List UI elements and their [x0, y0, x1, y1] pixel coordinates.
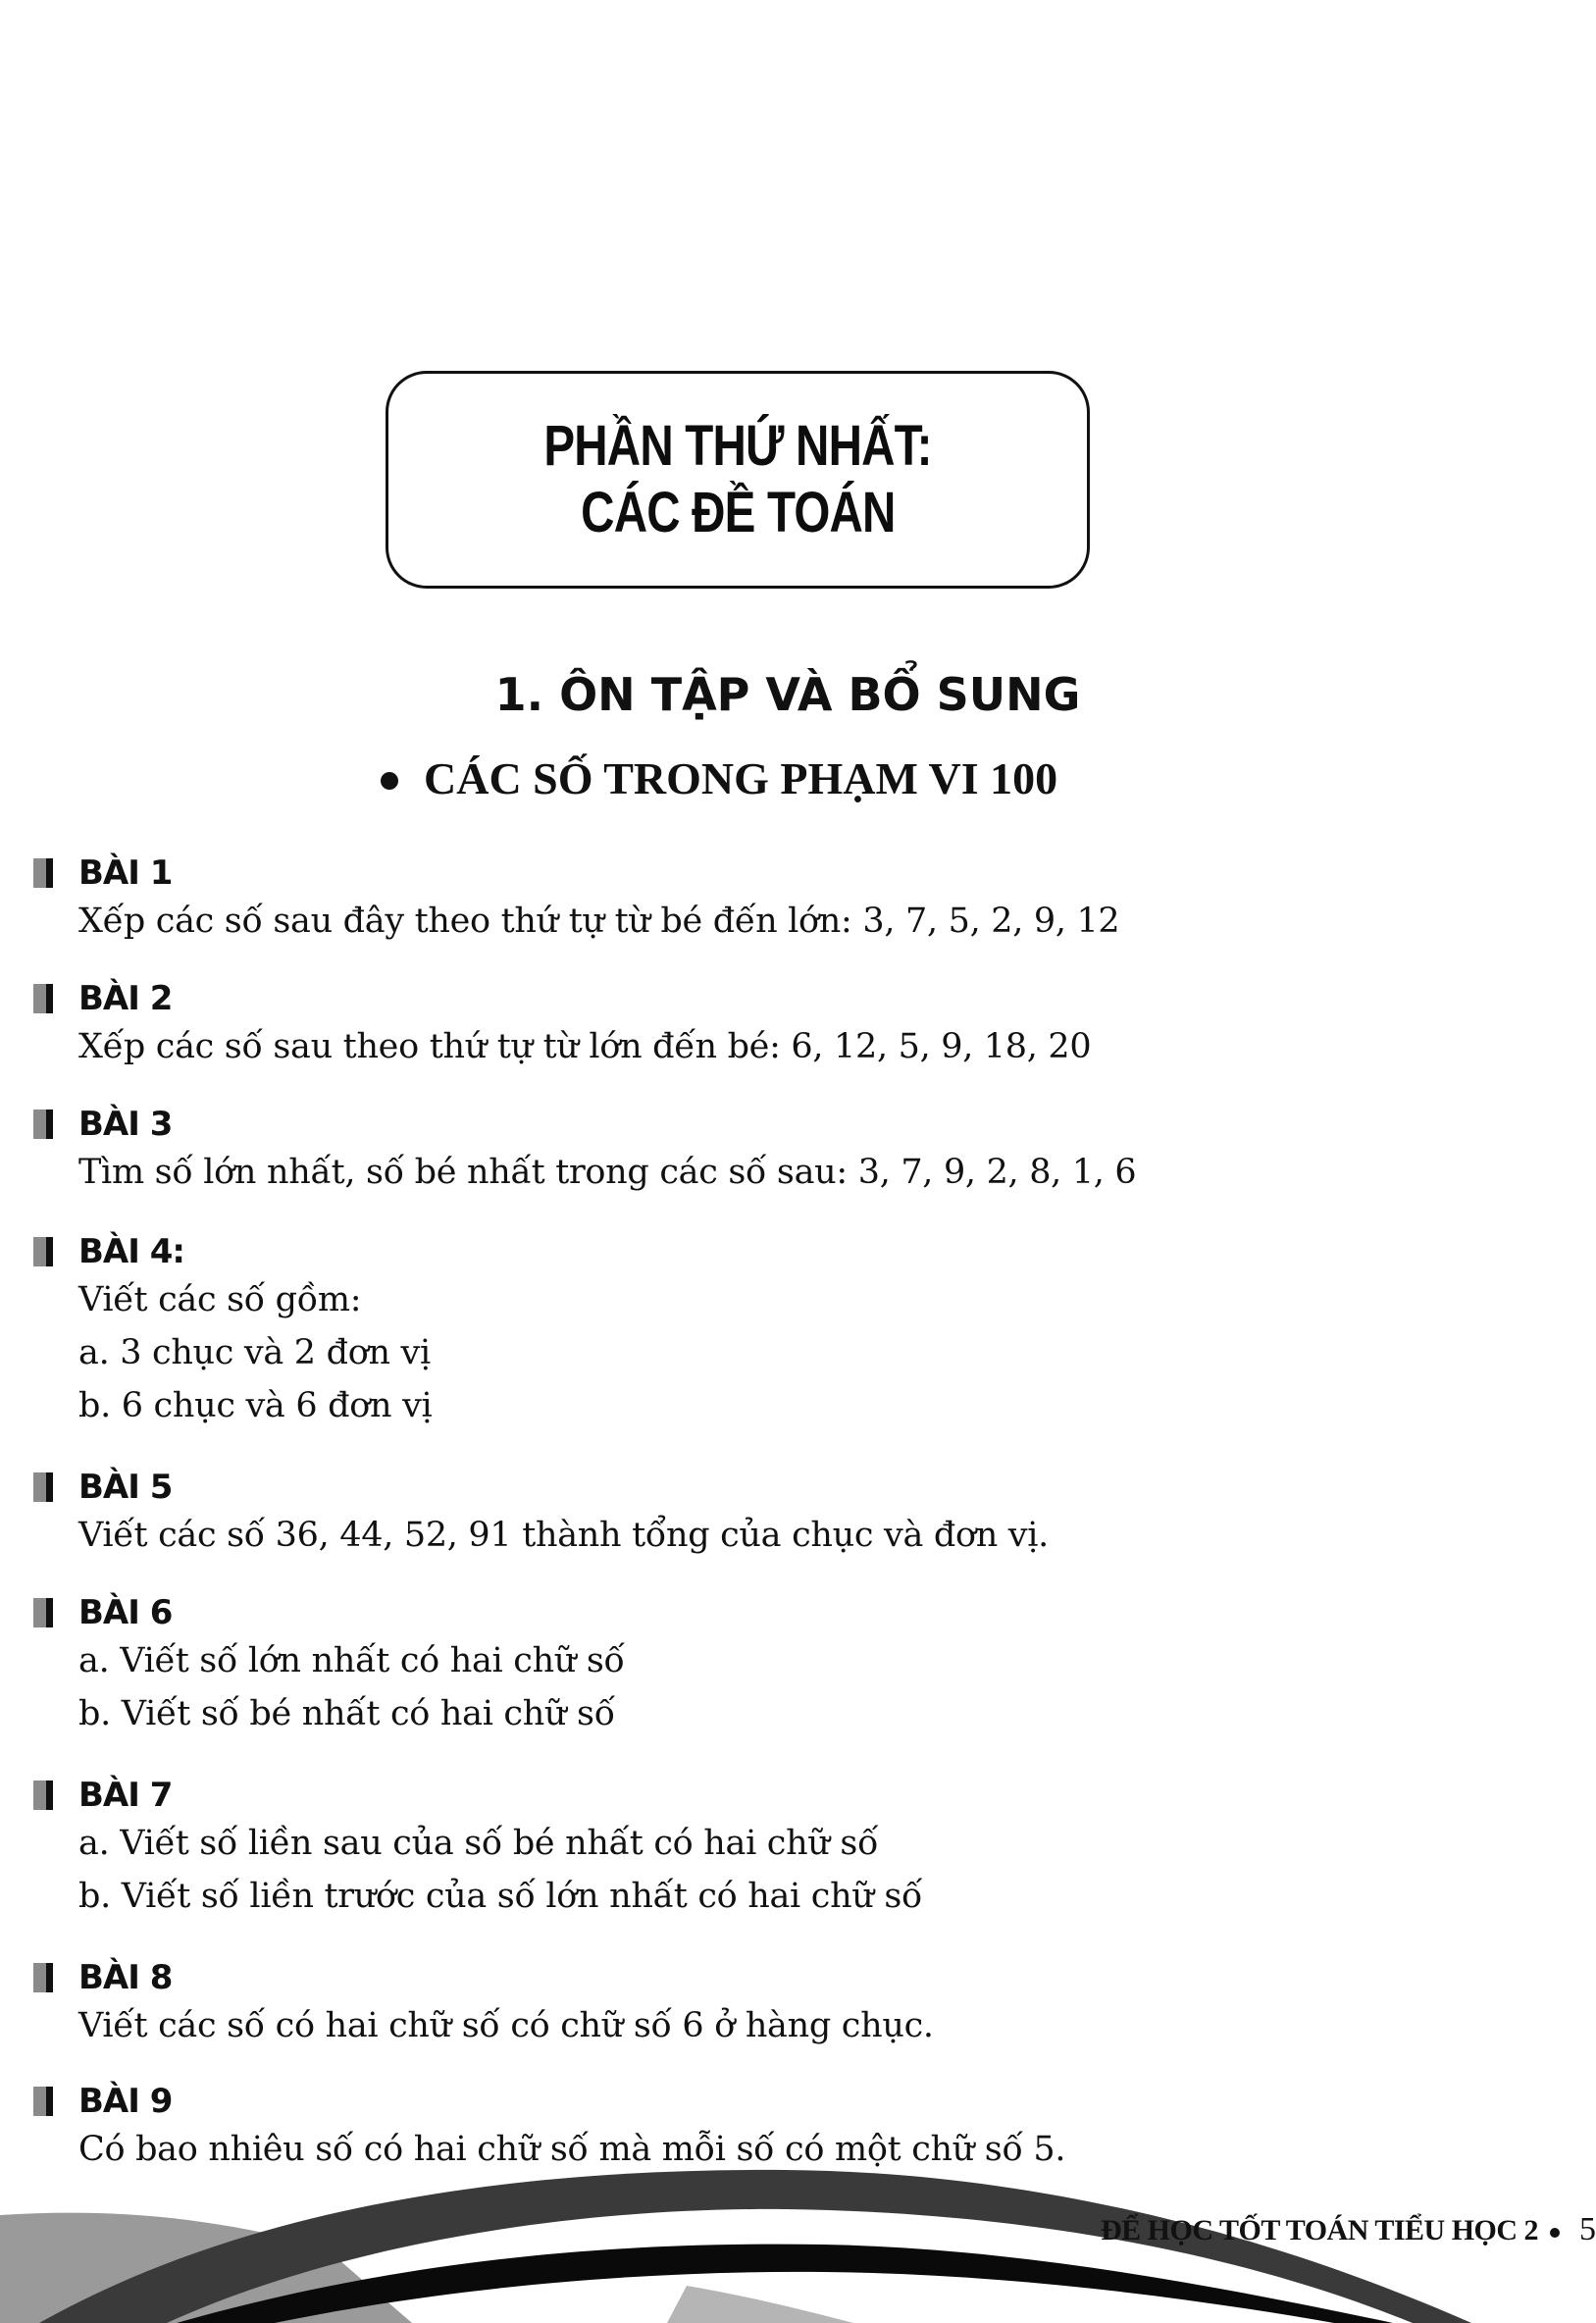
exercise-label: BÀI 9 [78, 2082, 173, 2121]
exercise-heading [33, 1956, 934, 1999]
bullet-icon [381, 772, 398, 790]
exercise-label: BÀI 8 [78, 1958, 173, 1997]
subsection-title [381, 749, 1057, 808]
exercise-text: Viết các số gồm: [78, 1280, 362, 1319]
exercise-7 [33, 1774, 922, 1923]
exercise-label: BÀI 2 [78, 979, 173, 1018]
exercise-1 [33, 852, 1119, 948]
bullet-icon [1550, 2228, 1560, 2238]
page-number: 5 [1579, 2211, 1596, 2247]
square-bullet-icon [33, 984, 53, 1013]
section-title: 1. ÔN TẬP VÀ BỔ SUNG [494, 668, 1081, 721]
exercise-heading [33, 1774, 922, 1817]
exercise-text: b. Viết số bé nhất có hai chữ số [78, 1694, 615, 1733]
exercise-6 [33, 1591, 625, 1740]
square-bullet-icon [33, 1598, 53, 1627]
book-title: ĐỂ HỌC TỐT TOÁN TIỂU HỌC 2 [1101, 2214, 1539, 2246]
exercise-heading [33, 1103, 1136, 1146]
exercise-text: Viết các số có hai chữ số có chữ số 6 ở hàng chục. [78, 2006, 934, 2045]
exercise-label: BÀI 4: [78, 1232, 184, 1271]
exercise-label: BÀI 5 [78, 1468, 173, 1507]
exercise-text: Có bao nhiêu số có hai chữ số mà mỗi số có một chữ số 5. [78, 2130, 1066, 2169]
exercise-text: Viết các số 36, 44, 52, 91 thành tổng của chục và đơn vị. [78, 1516, 1049, 1555]
exercise-label: BÀI 7 [78, 1776, 173, 1815]
exercise-text: a. Viết số lớn nhất có hai chữ số [78, 1641, 625, 1680]
exercise-text: b. 6 chục và 6 đơn vị [78, 1386, 433, 1425]
exercise-3 [33, 1103, 1136, 1199]
exercise-label: BÀI 1 [78, 853, 173, 893]
square-bullet-icon [33, 1781, 53, 1810]
square-bullet-icon [33, 1963, 53, 1992]
subsection-title-text: CÁC SỐ TRONG PHẠM VI 100 [424, 753, 1058, 803]
part-title-line-2: CÁC ĐỀ TOÁN [580, 481, 896, 544]
exercise-5 [33, 1466, 1049, 1562]
exercise-label: BÀI 3 [78, 1105, 173, 1144]
square-bullet-icon [33, 1237, 53, 1266]
exercise-text: Xếp các số sau đây theo thứ tự từ bé đến lớn: 3, 7, 5, 2, 9, 12 [78, 902, 1120, 941]
square-bullet-icon [33, 858, 53, 888]
exercise-heading [33, 852, 1119, 895]
exercise-4 [33, 1230, 432, 1432]
exercise-heading [33, 1466, 1049, 1509]
exercise-text: Xếp các số sau theo thứ tự từ lớn đến bé: 6, 12, 5, 9, 18, 20 [78, 1027, 1092, 1066]
exercise-text: a. Viết số liền sau của số bé nhất có hai chữ số [78, 1824, 879, 1863]
exercise-heading [33, 977, 1091, 1020]
exercise-2 [33, 977, 1091, 1073]
exercise-heading [33, 1591, 625, 1634]
part-title-box [386, 371, 1090, 589]
part-title-line-1: PHẦN THỨ NHẤT: [543, 414, 932, 478]
exercise-text: a. 3 chục và 2 đơn vị [78, 1333, 431, 1372]
exercise-heading [33, 1230, 432, 1273]
square-bullet-icon [33, 1110, 53, 1139]
exercise-text: b. Viết số liền trước của số lớn nhất có hai chữ số [78, 1877, 923, 1916]
exercise-text: Tìm số lớn nhất, số bé nhất trong các số sau: 3, 7, 9, 2, 8, 1, 6 [78, 1153, 1137, 1192]
exercise-label: BÀI 6 [78, 1593, 173, 1632]
running-footer [1101, 2210, 1596, 2250]
exercise-8 [33, 1956, 934, 2052]
square-bullet-icon [33, 1472, 53, 1502]
